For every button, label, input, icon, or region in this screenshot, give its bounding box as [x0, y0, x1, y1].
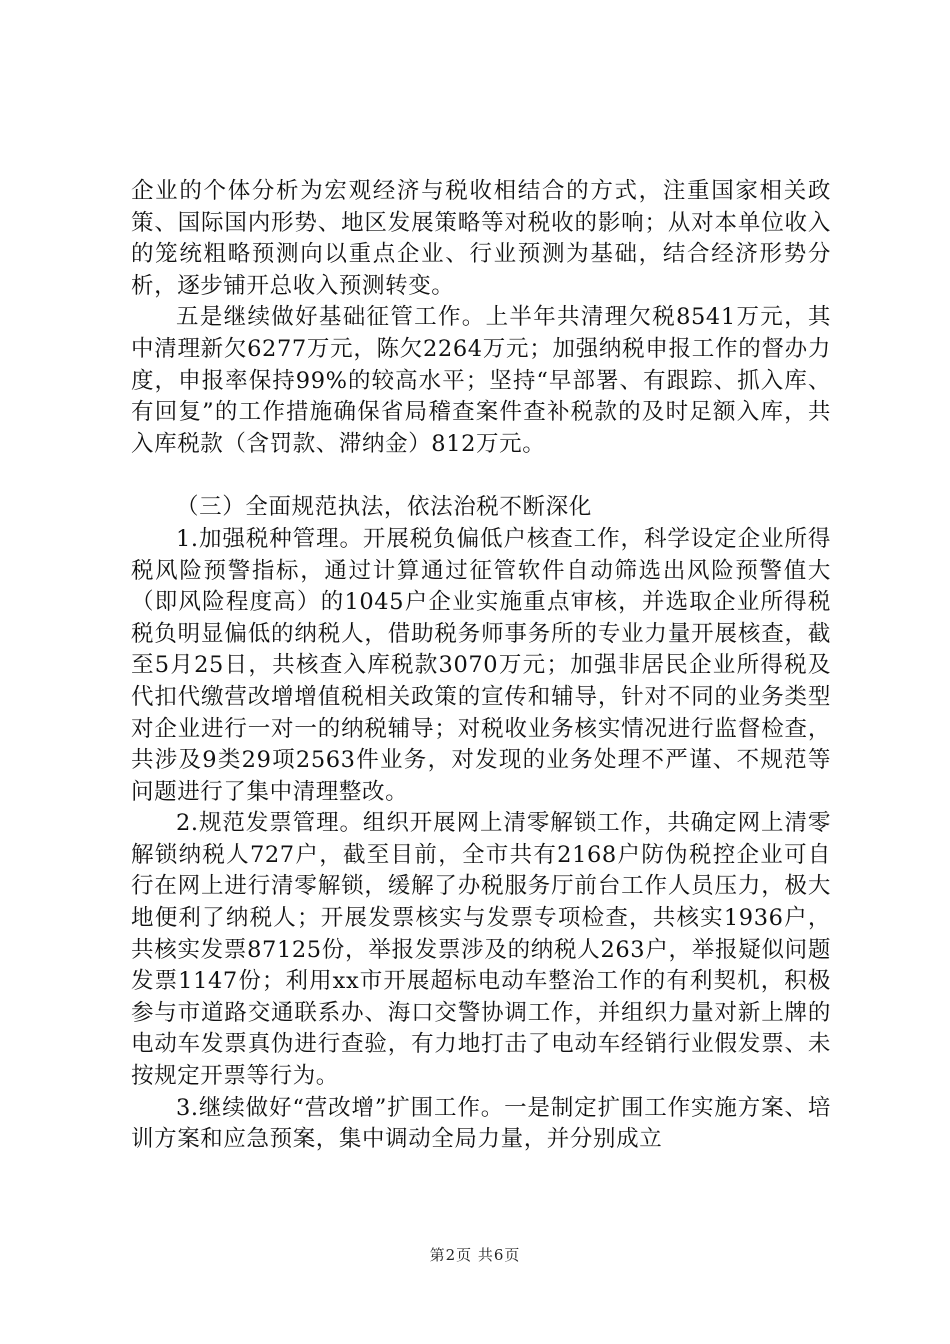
- page-number-footer: 第2页 共6页: [429, 1246, 521, 1264]
- document-body: [131, 176, 831, 1156]
- section-paragraph-invoice-management: 2.规范发票管理。组织开展网上清零解锁工作，共确定网上清零解锁纳税人727户，截至目前，全市共有2168户防伪税控企业可自行在网上进行清零解锁，缓解了办税服务厅前台工作人员压力，极大地便利了纳税人；开展发票核实与发票专项检查，共核实1936户，共核实发票87125份，举报发票涉及的纳税人263户，举报疑似问题发票1147份；利用xx市开展超标电动车整治工作的有利契机，积极参与市道路交通联系办、海口交警协调工作，并组织力量对新上牌的电动车发票真伪进行查验，有力地打击了电动车经销行业假发票、未按规定开票等行为。: [131, 810, 831, 1090]
- section-paragraph-vat-reform: 3.继续做好“营改增”扩围工作。一是制定扩围工作实施方案、培训方案和应急预案，集中调动全局力量，并分别成立: [131, 1094, 831, 1153]
- body-paragraph-continued: 企业的个体分析为宏观经济与税收相结合的方式，注重国家相关政策、国际国内形势、地区发展策略等对税收的影响；从对本单位收入的笼统粗略预测向以重点企业、行业预测为基础，结合经济形势分析，逐步铺开总收入预测转变。: [131, 178, 831, 299]
- section-paragraph-tax-management: 1.加强税种管理。开展税负偏低户核查工作，科学设定企业所得税风险预警指标，通过计算通过征管软件自动筛选出风险预警值大（即风险程度高）的1045户企业实施重点审核，并选取企业所得税税负明显偏低的纳税人，借助税务师事务所的专业力量开展核查，截至5月25日，共核查入库税款3070万元；加强非居民企业所得税及代扣代缴营改增增值税相关政策的宣传和辅导，针对不同的业务类型对企业进行一对一的纳税辅导；对税收业务核实情况进行监督检查，共涉及9类29项2563件业务，对发现的业务处理不严谨、不规范等问题进行了集中清理整改。: [131, 525, 831, 805]
- body-paragraph-collection: 五是继续做好基础征管工作。上半年共清理欠税8541万元，其中清理新欠6277万元，陈欠2264万元；加强纳税申报工作的督办力度，申报率保持99%的较高水平；坚持“早部署、有跟踪、抓入库、有回复”的工作措施确保省局稽查案件查补税款的及时足额入库，共入库税款（含罚款、滞纳金）812万元。: [131, 304, 831, 457]
- section-heading: （三）全面规范执法，依法治税不断深化: [176, 494, 592, 521]
